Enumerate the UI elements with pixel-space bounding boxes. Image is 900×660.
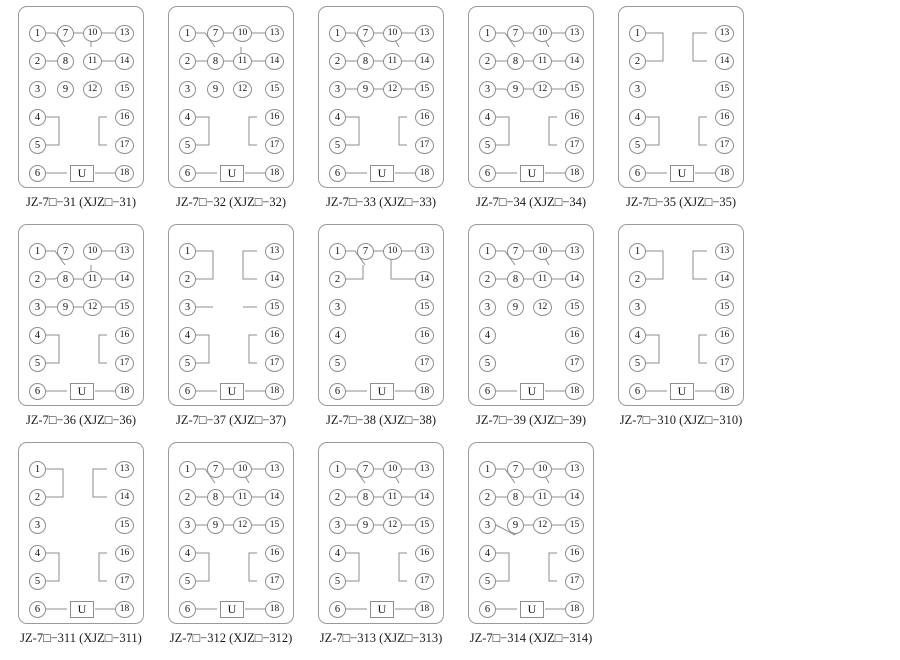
terminal-4: 4 bbox=[29, 109, 46, 126]
diagram-cell bbox=[306, 442, 456, 660]
terminal-15: 15 bbox=[265, 81, 284, 98]
terminal-10: 10 bbox=[533, 25, 552, 42]
terminal-13: 13 bbox=[715, 25, 734, 42]
terminal-12: 12 bbox=[83, 81, 102, 98]
terminal-4: 4 bbox=[329, 545, 346, 562]
terminal-3: 3 bbox=[29, 81, 46, 98]
terminal-5: 5 bbox=[479, 355, 496, 372]
terminal-8: 8 bbox=[507, 53, 524, 70]
terminal-17: 17 bbox=[715, 355, 734, 372]
terminal-18: 18 bbox=[415, 601, 434, 618]
terminal-12: 12 bbox=[233, 81, 252, 98]
terminal-1: 1 bbox=[179, 243, 196, 260]
terminal-3: 3 bbox=[29, 299, 46, 316]
terminal-9: 9 bbox=[57, 81, 74, 98]
terminal-15: 15 bbox=[565, 81, 584, 98]
terminal-5: 5 bbox=[479, 137, 496, 154]
diagram-cell bbox=[456, 442, 606, 660]
coil-box: U bbox=[220, 165, 244, 182]
relay-diagram-jz7-314 bbox=[468, 442, 594, 624]
relay-diagram-jz7-39 bbox=[468, 224, 594, 406]
relay-diagram-jz7-35 bbox=[618, 6, 744, 188]
terminal-11: 11 bbox=[383, 489, 402, 506]
terminal-5: 5 bbox=[179, 137, 196, 154]
diagram-cell bbox=[306, 224, 456, 442]
terminal-4: 4 bbox=[479, 327, 496, 344]
terminal-1: 1 bbox=[479, 25, 496, 42]
terminal-10: 10 bbox=[233, 25, 252, 42]
terminal-6: 6 bbox=[629, 165, 646, 182]
terminal-3: 3 bbox=[179, 517, 196, 534]
diagram-caption: JZ-7□−36 (XJZ□−36) bbox=[25, 413, 137, 427]
terminal-11: 11 bbox=[233, 53, 252, 70]
diagram-caption: JZ-7□−39 (XJZ□−39) bbox=[475, 413, 587, 427]
diagram-cell bbox=[456, 6, 606, 224]
terminal-8: 8 bbox=[57, 271, 74, 288]
terminal-2: 2 bbox=[179, 489, 196, 506]
terminal-11: 11 bbox=[533, 53, 552, 70]
terminal-13: 13 bbox=[715, 243, 734, 260]
terminal-15: 15 bbox=[565, 299, 584, 316]
terminal-18: 18 bbox=[715, 165, 734, 182]
terminal-9: 9 bbox=[507, 517, 524, 534]
terminal-11: 11 bbox=[83, 271, 102, 288]
terminal-1: 1 bbox=[179, 461, 196, 478]
terminal-12: 12 bbox=[533, 299, 552, 316]
terminal-14: 14 bbox=[115, 271, 134, 288]
terminal-4: 4 bbox=[179, 327, 196, 344]
terminal-3: 3 bbox=[179, 81, 196, 98]
terminal-16: 16 bbox=[265, 545, 284, 562]
diagram-cell bbox=[156, 224, 306, 442]
terminal-14: 14 bbox=[415, 271, 434, 288]
diagram-caption: JZ-7□−310 (XJZ□−310) bbox=[619, 413, 743, 427]
terminal-12: 12 bbox=[533, 517, 552, 534]
terminal-5: 5 bbox=[629, 137, 646, 154]
terminal-7: 7 bbox=[507, 243, 524, 260]
terminal-14: 14 bbox=[715, 271, 734, 288]
terminal-5: 5 bbox=[179, 573, 196, 590]
terminal-17: 17 bbox=[115, 137, 134, 154]
terminal-16: 16 bbox=[715, 327, 734, 344]
terminal-9: 9 bbox=[357, 517, 374, 534]
coil-box: U bbox=[70, 165, 94, 182]
terminal-2: 2 bbox=[629, 53, 646, 70]
terminal-16: 16 bbox=[115, 545, 134, 562]
terminal-2: 2 bbox=[329, 271, 346, 288]
terminal-15: 15 bbox=[115, 517, 134, 534]
terminal-6: 6 bbox=[629, 383, 646, 400]
terminal-6: 6 bbox=[29, 165, 46, 182]
terminal-2: 2 bbox=[29, 53, 46, 70]
terminal-16: 16 bbox=[715, 109, 734, 126]
terminal-4: 4 bbox=[629, 109, 646, 126]
terminal-7: 7 bbox=[507, 461, 524, 478]
terminal-14: 14 bbox=[565, 489, 584, 506]
relay-diagram-jz7-313 bbox=[318, 442, 444, 624]
terminal-4: 4 bbox=[479, 109, 496, 126]
terminal-12: 12 bbox=[233, 517, 252, 534]
terminal-9: 9 bbox=[507, 81, 524, 98]
terminal-2: 2 bbox=[629, 271, 646, 288]
terminal-6: 6 bbox=[479, 383, 496, 400]
terminal-15: 15 bbox=[415, 299, 434, 316]
terminal-1: 1 bbox=[479, 243, 496, 260]
terminal-18: 18 bbox=[115, 601, 134, 618]
terminal-3: 3 bbox=[479, 81, 496, 98]
terminal-5: 5 bbox=[29, 355, 46, 372]
terminal-16: 16 bbox=[565, 545, 584, 562]
terminal-16: 16 bbox=[565, 109, 584, 126]
diagram-cell bbox=[156, 6, 306, 224]
terminal-15: 15 bbox=[265, 299, 284, 316]
terminal-16: 16 bbox=[265, 109, 284, 126]
coil-box: U bbox=[70, 601, 94, 618]
terminal-7: 7 bbox=[207, 461, 224, 478]
terminal-8: 8 bbox=[57, 53, 74, 70]
terminal-13: 13 bbox=[265, 25, 284, 42]
terminal-3: 3 bbox=[329, 517, 346, 534]
terminal-3: 3 bbox=[629, 299, 646, 316]
terminal-18: 18 bbox=[565, 383, 584, 400]
terminal-4: 4 bbox=[179, 545, 196, 562]
diagram-caption: JZ-7□−37 (XJZ□−37) bbox=[175, 413, 287, 427]
terminal-6: 6 bbox=[179, 601, 196, 618]
terminal-15: 15 bbox=[415, 81, 434, 98]
terminal-15: 15 bbox=[715, 81, 734, 98]
terminal-1: 1 bbox=[329, 25, 346, 42]
terminal-5: 5 bbox=[29, 573, 46, 590]
terminal-17: 17 bbox=[265, 573, 284, 590]
terminal-1: 1 bbox=[179, 25, 196, 42]
coil-box: U bbox=[370, 601, 394, 618]
diagram-caption: JZ-7□−311 (XJZ□−311) bbox=[20, 631, 142, 645]
terminal-11: 11 bbox=[383, 53, 402, 70]
coil-box: U bbox=[220, 601, 244, 618]
terminal-5: 5 bbox=[629, 355, 646, 372]
relay-diagram-jz7-34 bbox=[468, 6, 594, 188]
terminal-12: 12 bbox=[83, 299, 102, 316]
diagram-cell bbox=[606, 224, 756, 442]
terminal-15: 15 bbox=[565, 517, 584, 534]
terminal-2: 2 bbox=[479, 489, 496, 506]
terminal-14: 14 bbox=[415, 489, 434, 506]
terminal-10: 10 bbox=[383, 243, 402, 260]
terminal-6: 6 bbox=[329, 383, 346, 400]
relay-diagram-jz7-312 bbox=[168, 442, 294, 624]
terminal-18: 18 bbox=[265, 383, 284, 400]
relay-diagram-jz7-37 bbox=[168, 224, 294, 406]
terminal-5: 5 bbox=[29, 137, 46, 154]
terminal-12: 12 bbox=[383, 517, 402, 534]
diagram-cell bbox=[6, 224, 156, 442]
coil-box: U bbox=[370, 383, 394, 400]
terminal-14: 14 bbox=[715, 53, 734, 70]
terminal-17: 17 bbox=[115, 355, 134, 372]
terminal-18: 18 bbox=[265, 165, 284, 182]
terminal-2: 2 bbox=[29, 489, 46, 506]
terminal-2: 2 bbox=[329, 489, 346, 506]
terminal-9: 9 bbox=[507, 299, 524, 316]
diagram-cell bbox=[306, 6, 456, 224]
terminal-1: 1 bbox=[329, 461, 346, 478]
terminal-5: 5 bbox=[179, 355, 196, 372]
terminal-2: 2 bbox=[479, 53, 496, 70]
terminal-15: 15 bbox=[265, 517, 284, 534]
terminal-4: 4 bbox=[479, 545, 496, 562]
terminal-17: 17 bbox=[265, 355, 284, 372]
terminal-10: 10 bbox=[383, 25, 402, 42]
terminal-16: 16 bbox=[415, 109, 434, 126]
diagram-caption: JZ-7□−38 (XJZ□−38) bbox=[325, 413, 437, 427]
diagram-caption: JZ-7□−313 (XJZ□−313) bbox=[319, 631, 443, 645]
terminal-4: 4 bbox=[329, 109, 346, 126]
terminal-14: 14 bbox=[265, 53, 284, 70]
terminal-6: 6 bbox=[29, 383, 46, 400]
terminal-10: 10 bbox=[83, 25, 102, 42]
relay-diagram-jz7-38 bbox=[318, 224, 444, 406]
coil-box: U bbox=[520, 383, 544, 400]
terminal-7: 7 bbox=[57, 25, 74, 42]
terminal-4: 4 bbox=[29, 327, 46, 344]
terminal-2: 2 bbox=[479, 271, 496, 288]
terminal-14: 14 bbox=[115, 53, 134, 70]
terminal-8: 8 bbox=[207, 53, 224, 70]
terminal-1: 1 bbox=[629, 243, 646, 260]
terminal-13: 13 bbox=[115, 25, 134, 42]
terminal-1: 1 bbox=[329, 243, 346, 260]
terminal-8: 8 bbox=[357, 53, 374, 70]
terminal-14: 14 bbox=[565, 53, 584, 70]
terminal-18: 18 bbox=[715, 383, 734, 400]
terminal-16: 16 bbox=[265, 327, 284, 344]
terminal-3: 3 bbox=[479, 517, 496, 534]
relay-diagram-jz7-33 bbox=[318, 6, 444, 188]
terminal-13: 13 bbox=[415, 461, 434, 478]
terminal-8: 8 bbox=[507, 271, 524, 288]
terminal-9: 9 bbox=[207, 81, 224, 98]
relay-diagram-jz7-32 bbox=[168, 6, 294, 188]
terminal-17: 17 bbox=[415, 137, 434, 154]
terminal-13: 13 bbox=[565, 461, 584, 478]
terminal-10: 10 bbox=[233, 461, 252, 478]
terminal-1: 1 bbox=[29, 243, 46, 260]
terminal-17: 17 bbox=[115, 573, 134, 590]
terminal-16: 16 bbox=[415, 545, 434, 562]
terminal-17: 17 bbox=[565, 137, 584, 154]
terminal-7: 7 bbox=[357, 243, 374, 260]
coil-box: U bbox=[520, 601, 544, 618]
terminal-16: 16 bbox=[115, 109, 134, 126]
terminal-3: 3 bbox=[29, 517, 46, 534]
terminal-11: 11 bbox=[533, 489, 552, 506]
terminal-7: 7 bbox=[207, 25, 224, 42]
terminal-6: 6 bbox=[479, 165, 496, 182]
terminal-8: 8 bbox=[207, 489, 224, 506]
terminal-18: 18 bbox=[565, 165, 584, 182]
terminal-11: 11 bbox=[533, 271, 552, 288]
terminal-13: 13 bbox=[265, 461, 284, 478]
terminal-17: 17 bbox=[565, 355, 584, 372]
terminal-5: 5 bbox=[479, 573, 496, 590]
terminal-13: 13 bbox=[115, 243, 134, 260]
terminal-3: 3 bbox=[329, 299, 346, 316]
terminal-17: 17 bbox=[715, 137, 734, 154]
terminal-3: 3 bbox=[329, 81, 346, 98]
terminal-5: 5 bbox=[329, 355, 346, 372]
terminal-6: 6 bbox=[29, 601, 46, 618]
terminal-1: 1 bbox=[29, 461, 46, 478]
terminal-2: 2 bbox=[29, 271, 46, 288]
terminal-5: 5 bbox=[329, 137, 346, 154]
relay-diagram-jz7-310 bbox=[618, 224, 744, 406]
relay-diagram-jz7-36 bbox=[18, 224, 144, 406]
diagram-caption: JZ-7□−33 (XJZ□−33) bbox=[325, 195, 437, 209]
diagram-caption: JZ-7□−31 (XJZ□−31) bbox=[25, 195, 137, 209]
terminal-14: 14 bbox=[415, 53, 434, 70]
terminal-7: 7 bbox=[357, 461, 374, 478]
terminal-10: 10 bbox=[83, 243, 102, 260]
terminal-3: 3 bbox=[629, 81, 646, 98]
terminal-17: 17 bbox=[415, 355, 434, 372]
terminal-6: 6 bbox=[479, 601, 496, 618]
terminal-9: 9 bbox=[57, 299, 74, 316]
terminal-8: 8 bbox=[357, 489, 374, 506]
terminal-16: 16 bbox=[565, 327, 584, 344]
terminal-15: 15 bbox=[115, 81, 134, 98]
terminal-10: 10 bbox=[533, 243, 552, 260]
terminal-2: 2 bbox=[179, 271, 196, 288]
terminal-6: 6 bbox=[179, 383, 196, 400]
terminal-14: 14 bbox=[265, 271, 284, 288]
terminal-3: 3 bbox=[179, 299, 196, 316]
terminal-4: 4 bbox=[179, 109, 196, 126]
diagram-caption: JZ-7□−312 (XJZ□−312) bbox=[169, 631, 293, 645]
diagram-caption: JZ-7□−32 (XJZ□−32) bbox=[175, 195, 287, 209]
terminal-5: 5 bbox=[329, 573, 346, 590]
terminal-17: 17 bbox=[265, 137, 284, 154]
terminal-13: 13 bbox=[565, 25, 584, 42]
terminal-13: 13 bbox=[115, 461, 134, 478]
relay-diagram-jz7-311 bbox=[18, 442, 144, 624]
terminal-18: 18 bbox=[565, 601, 584, 618]
terminal-18: 18 bbox=[265, 601, 284, 618]
terminal-11: 11 bbox=[83, 53, 102, 70]
terminal-1: 1 bbox=[479, 461, 496, 478]
terminal-3: 3 bbox=[479, 299, 496, 316]
terminal-16: 16 bbox=[115, 327, 134, 344]
coil-box: U bbox=[670, 165, 694, 182]
terminal-2: 2 bbox=[329, 53, 346, 70]
terminal-7: 7 bbox=[357, 25, 374, 42]
coil-box: U bbox=[70, 383, 94, 400]
terminal-18: 18 bbox=[115, 165, 134, 182]
terminal-13: 13 bbox=[565, 243, 584, 260]
terminal-13: 13 bbox=[415, 25, 434, 42]
terminal-18: 18 bbox=[115, 383, 134, 400]
coil-box: U bbox=[670, 383, 694, 400]
terminal-4: 4 bbox=[629, 327, 646, 344]
terminal-7: 7 bbox=[507, 25, 524, 42]
terminal-1: 1 bbox=[29, 25, 46, 42]
terminal-14: 14 bbox=[565, 271, 584, 288]
diagram-cell bbox=[6, 442, 156, 660]
coil-box: U bbox=[220, 383, 244, 400]
terminal-15: 15 bbox=[115, 299, 134, 316]
diagram-cell bbox=[156, 442, 306, 660]
terminal-10: 10 bbox=[533, 461, 552, 478]
terminal-12: 12 bbox=[533, 81, 552, 98]
terminal-17: 17 bbox=[415, 573, 434, 590]
coil-box: U bbox=[520, 165, 544, 182]
terminal-17: 17 bbox=[565, 573, 584, 590]
terminal-7: 7 bbox=[57, 243, 74, 260]
terminal-9: 9 bbox=[357, 81, 374, 98]
terminal-15: 15 bbox=[415, 517, 434, 534]
terminal-18: 18 bbox=[415, 383, 434, 400]
terminal-1: 1 bbox=[629, 25, 646, 42]
coil-box: U bbox=[370, 165, 394, 182]
diagram-caption: JZ-7□−34 (XJZ□−34) bbox=[475, 195, 587, 209]
terminal-6: 6 bbox=[329, 601, 346, 618]
diagram-caption: JZ-7□−314 (XJZ□−314) bbox=[469, 631, 593, 645]
terminal-13: 13 bbox=[265, 243, 284, 260]
terminal-2: 2 bbox=[179, 53, 196, 70]
terminal-14: 14 bbox=[265, 489, 284, 506]
relay-diagram-jz7-31 bbox=[18, 6, 144, 188]
terminal-12: 12 bbox=[383, 81, 402, 98]
terminal-18: 18 bbox=[415, 165, 434, 182]
diagram-cell bbox=[606, 6, 756, 224]
terminal-11: 11 bbox=[233, 489, 252, 506]
terminal-10: 10 bbox=[383, 461, 402, 478]
terminal-14: 14 bbox=[115, 489, 134, 506]
terminal-6: 6 bbox=[329, 165, 346, 182]
diagram-cell bbox=[6, 6, 156, 224]
diagram-caption: JZ-7□−35 (XJZ□−35) bbox=[625, 195, 737, 209]
terminal-15: 15 bbox=[715, 299, 734, 316]
terminal-4: 4 bbox=[29, 545, 46, 562]
terminal-6: 6 bbox=[179, 165, 196, 182]
terminal-4: 4 bbox=[329, 327, 346, 344]
terminal-9: 9 bbox=[207, 517, 224, 534]
diagram-cell bbox=[456, 224, 606, 442]
terminal-13: 13 bbox=[415, 243, 434, 260]
terminal-16: 16 bbox=[415, 327, 434, 344]
terminal-8: 8 bbox=[507, 489, 524, 506]
